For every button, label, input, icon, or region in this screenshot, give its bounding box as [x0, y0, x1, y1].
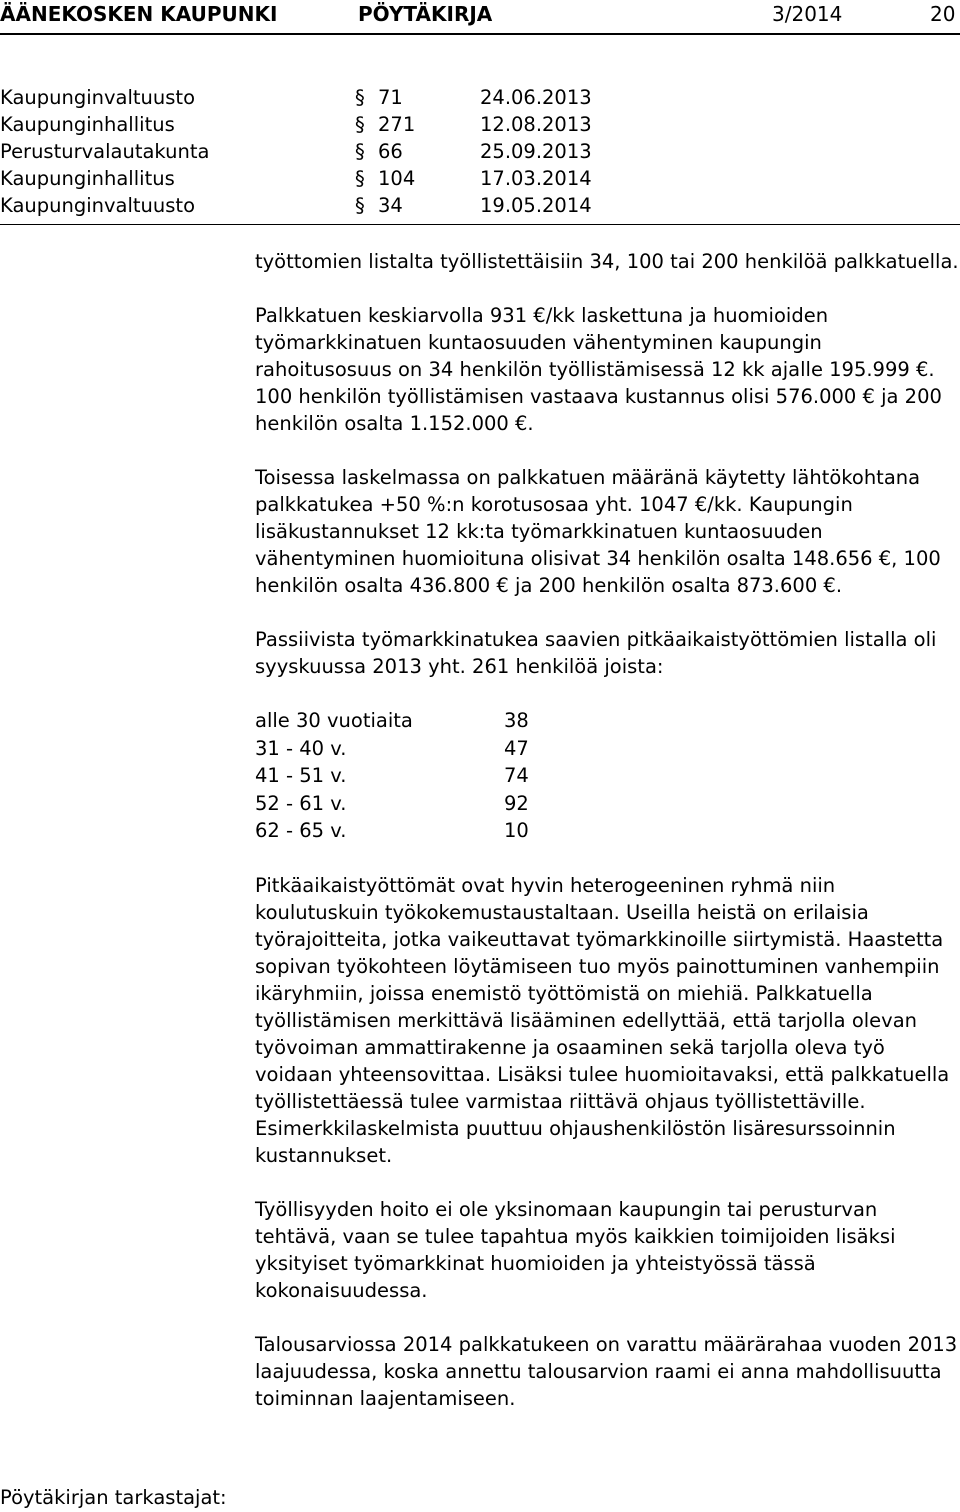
history-row	[0, 84, 960, 111]
age-group-label: 62 - 65 v.	[255, 819, 347, 842]
table-row	[255, 707, 529, 735]
section-sign: §	[355, 140, 365, 163]
paragraph: Talousarviossa 2014 palkkatukeen on varattu määrärahaa vuoden 2013 laajuudessa, koska annettu talousarvion raami ei anna mahdollisuutta toiminnan laajentamiseen.	[255, 1332, 958, 1410]
history-body: Perusturvalautakunta	[0, 140, 210, 163]
history-number: 34	[378, 194, 403, 217]
table-row	[255, 817, 529, 845]
table-row	[255, 790, 529, 818]
age-group-label: 52 - 61 v.	[255, 791, 347, 815]
document-body	[255, 248, 960, 1412]
history-number: 104	[378, 167, 416, 190]
age-group-count: 92	[504, 791, 529, 815]
paragraph: työttomien listalta työllistettäisiin 34, 100 tai 200 henkilöä palkkatuella.	[255, 250, 959, 273]
footer-inspectors-label: Pöytäkirjan tarkastajat:	[0, 1486, 227, 1509]
age-group-label: 31 - 40 v.	[255, 736, 347, 760]
age-group-label: 41 - 51 v.	[255, 764, 347, 787]
section-sign: §	[355, 194, 365, 217]
history-number: 66	[378, 140, 403, 163]
section-sign: §	[355, 86, 365, 109]
history-date: 25.09.2013	[480, 140, 592, 163]
history-body: Kaupunginhallitus	[0, 167, 175, 190]
age-group-count: 10	[504, 819, 529, 842]
organization-name: ÄÄNEKOSKEN KAUPUNKI	[0, 2, 278, 26]
history-date: 19.05.2014	[480, 194, 592, 217]
paragraph: Toisessa laskelmassa on palkkatuen määränä käytetty lähtökohtana palkkatukea +50 %:n korotusosaa yht. 1047 €/kk. Kaupungin lisäkustannukset 12 kk:ta työmarkkinatuen kuntaosuuden vähentyminen huomioituna olisivat 34 henkilön osalta 148.656 €, 100 henkilön osalta 436.800 € ja 200 henkilön osalta 873.600 €.	[255, 466, 941, 597]
age-group-count: 47	[504, 736, 529, 760]
table-row	[255, 735, 529, 763]
history-number: 71	[378, 86, 403, 109]
history-divider	[0, 224, 960, 225]
paragraph: Palkkatuen keskiarvolla 931 €/kk laskettuna ja huomioiden työmarkkinatuen kuntaosuuden vähentyminen kaupungin rahoitusosuus on 34 henkilön työllistämisessä 12 kk ajalle 195.999 €. 100 henkilön työllistämisen vastaava kustannus olisi 576.000 € ja 200 henkilön osalta 1.152.000 €.	[255, 304, 942, 435]
document-type: PÖYTÄKIRJA	[358, 2, 493, 26]
age-group-label: alle 30 vuotiaita	[255, 709, 413, 732]
decision-history	[0, 84, 960, 219]
history-row	[0, 138, 960, 165]
history-row	[0, 111, 960, 138]
history-date: 12.08.2013	[480, 113, 592, 136]
age-group-count: 74	[504, 764, 529, 787]
history-date: 17.03.2014	[480, 167, 592, 190]
paragraph: Työllisyyden hoito ei ole yksinomaan kaupungin tai perusturvan tehtävä, vaan se tulee tapahtua myös kaikkien toimijoiden lisäksi yksityiset työmarkkinat huomioiden ja yhteistyössä tässä kokonaisuudessa.	[255, 1197, 896, 1302]
history-row	[0, 165, 960, 192]
history-date: 24.06.2013	[480, 86, 592, 109]
paragraph: Passiivista työmarkkinatukea saavien pitkäaikaistyöttömien listalla oli syyskuussa 2013 yht. 261 henkilöä joista:	[255, 628, 937, 678]
history-number: 271	[378, 113, 416, 136]
section-sign: §	[355, 113, 365, 136]
history-row	[0, 192, 960, 219]
table-row	[255, 762, 529, 790]
section-sign: §	[355, 167, 365, 190]
history-body: Kaupunginhallitus	[0, 113, 175, 136]
paragraph: Pitkäaikaistyöttömät ovat hyvin heterogeeninen ryhmä niin koulutuskuin työkokemustaustaltaan. Useilla heistä on erilaisia työrajoitteita, jotka vaikeuttavat työmarkkinoille siirtymistä. Haastetta sopivan työkohteen löytämiseen tuo myös painottuminen vanhempiin ikäryhmiin, joissa enemistö työttömistä on miehiä. Palkkatuella työllistämisen merkittävä lisääminen edellyttää, että tarjolla olevan työvoiman ammattirakenne ja osaaminen sekä tarjolla oleva työ voidaan yhteensovittaa. Lisäksi tulee huomioitavaksi, että palkkatuella työllistettäessä tulee varmistaa riittävä ohjaus työllistettäville. Esimerkkilaskelmista puuttuu ohjaushenkilöstön lisäresurssoinnin kustannukset.	[255, 873, 950, 1167]
history-body: Kaupunginvaltuusto	[0, 194, 196, 217]
age-group-table	[255, 707, 529, 845]
age-group-count: 38	[504, 709, 529, 732]
issue-number: 3/2014	[772, 2, 843, 26]
page-number: 20	[930, 2, 956, 26]
page-header	[0, 0, 960, 35]
history-body: Kaupunginvaltuusto	[0, 86, 196, 109]
